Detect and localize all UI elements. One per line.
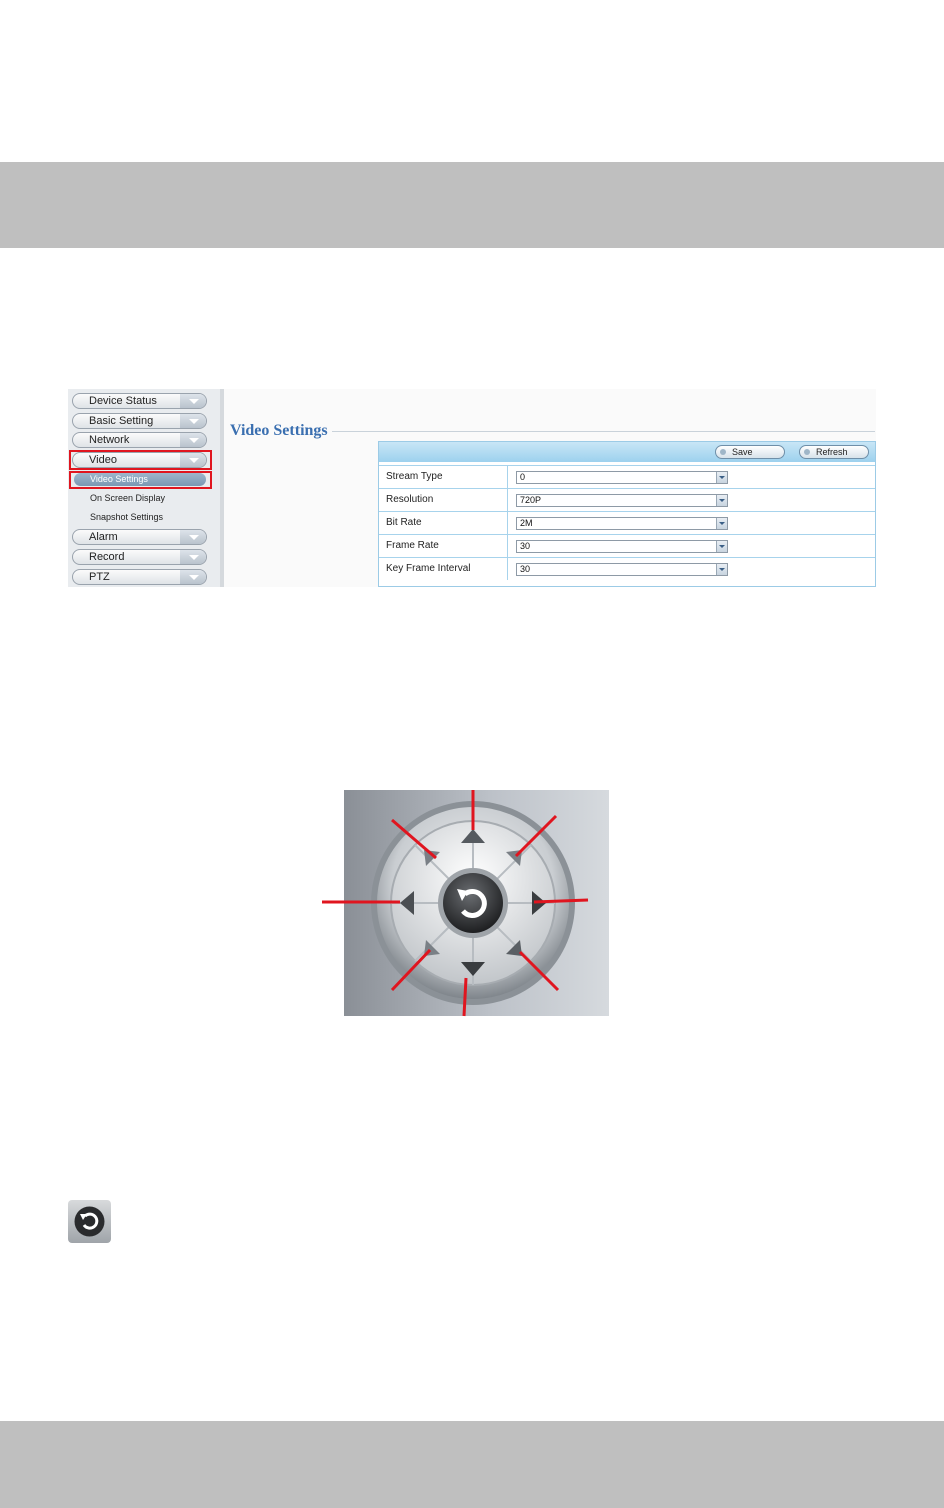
row-label: Key Frame Interval xyxy=(386,563,471,574)
sidebar-item-label: Alarm xyxy=(89,531,118,543)
settings-table xyxy=(378,441,876,587)
ptz-control-image xyxy=(344,790,609,1016)
table-row xyxy=(379,465,875,488)
select-value: 2M xyxy=(520,518,533,528)
row-label: Bit Rate xyxy=(386,517,422,528)
column-divider xyxy=(507,535,508,557)
column-divider xyxy=(507,489,508,511)
save-button[interactable] xyxy=(715,445,785,459)
sidebar-item-label: Network xyxy=(89,434,130,446)
footer-band xyxy=(0,1421,944,1508)
sidebar-item-record[interactable] xyxy=(72,549,207,565)
sidebar xyxy=(68,389,220,587)
chevron-down-icon xyxy=(716,472,727,483)
chevron-down-icon xyxy=(716,495,727,506)
sidebar-item-ptz[interactable] xyxy=(72,569,207,585)
video-settings-screenshot xyxy=(68,389,876,587)
key-frame-interval-select[interactable] xyxy=(516,563,728,576)
chevron-down-icon xyxy=(180,433,206,447)
sidebar-item-basic-setting[interactable] xyxy=(72,413,207,429)
select-value: 30 xyxy=(520,564,531,574)
chevron-down-icon xyxy=(716,541,727,552)
column-divider xyxy=(507,512,508,534)
table-row xyxy=(379,488,875,511)
chevron-down-icon xyxy=(180,570,206,584)
highlight-box-video-settings xyxy=(69,471,212,489)
table-row xyxy=(379,511,875,534)
ptz-dial xyxy=(314,780,639,1026)
sidebar-item-label: PTZ xyxy=(89,571,110,583)
chevron-down-icon xyxy=(180,550,206,564)
home-rotate-icon xyxy=(68,1200,111,1243)
chevron-down-icon xyxy=(716,518,727,529)
frame-rate-select[interactable] xyxy=(516,540,728,553)
stream-type-select[interactable] xyxy=(516,471,728,484)
save-icon xyxy=(720,449,726,455)
page-title: Video Settings xyxy=(230,422,332,440)
bit-rate-select[interactable] xyxy=(516,517,728,530)
refresh-button[interactable] xyxy=(799,445,869,459)
column-divider xyxy=(507,558,508,580)
sidebar-item-label: Record xyxy=(89,551,125,563)
sidebar-subitem-snapshot-settings[interactable]: Snapshot Settings xyxy=(90,512,164,522)
chevron-down-icon xyxy=(180,414,206,428)
refresh-button-label: Refresh xyxy=(816,447,848,457)
row-label: Frame Rate xyxy=(386,540,439,551)
row-label: Resolution xyxy=(386,494,434,505)
sidebar-subitem-label: Video Settings xyxy=(90,474,148,484)
home-rotate-icon[interactable] xyxy=(443,873,503,933)
resolution-select[interactable] xyxy=(516,494,728,507)
column-divider xyxy=(507,466,508,488)
select-value: 30 xyxy=(520,541,531,551)
refresh-icon xyxy=(804,449,810,455)
sidebar-item-alarm[interactable] xyxy=(72,529,207,545)
select-value: 0 xyxy=(520,472,526,482)
highlight-box-video xyxy=(69,450,212,470)
select-value: 720P xyxy=(520,495,542,505)
sidebar-item-device-status[interactable] xyxy=(72,393,207,409)
chevron-down-icon xyxy=(716,564,727,575)
table-row xyxy=(379,557,875,580)
header-band xyxy=(0,162,944,248)
content-panel xyxy=(224,389,876,587)
sidebar-item-network[interactable] xyxy=(72,432,207,448)
save-button-label: Save xyxy=(732,447,753,457)
table-row xyxy=(379,534,875,557)
row-label: Stream Type xyxy=(386,471,443,482)
chevron-down-icon xyxy=(180,530,206,544)
sidebar-item-label: Device Status xyxy=(89,395,157,407)
sidebar-subitem-on-screen-display[interactable]: On Screen Display xyxy=(90,493,166,503)
chevron-down-icon xyxy=(180,394,206,408)
table-toolbar xyxy=(379,442,875,462)
sidebar-item-label: Video xyxy=(89,454,117,466)
sidebar-item-label: Basic Setting xyxy=(89,415,154,427)
home-rotate-icon-graphic xyxy=(68,1200,111,1243)
